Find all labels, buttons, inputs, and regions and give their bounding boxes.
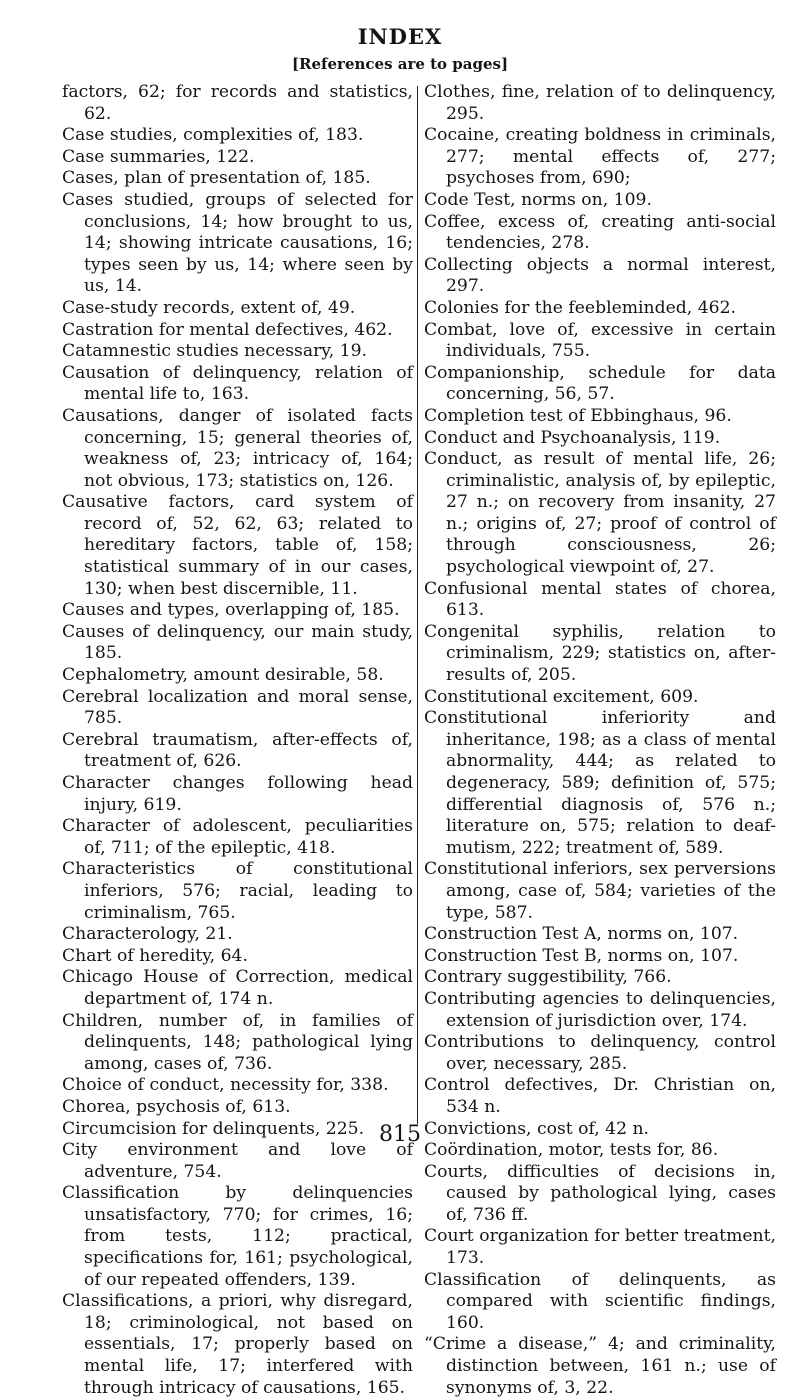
index-entry: Convictions, cost of, 42 n. <box>424 1118 650 1139</box>
index-entry: Construction Test A, norms on, 107. <box>424 924 739 945</box>
index-entry: Code Test, norms on, 109. <box>424 189 652 210</box>
index-column-left <box>62 82 413 1399</box>
index-entry: Cerebral localization and moral sense, 785. <box>62 686 413 729</box>
index-entry: Children, number of, in families of delinquents, 148; pathological lying among, cases of, 736. <box>62 1010 413 1074</box>
index-entry: Circumcision for delinquents, 225. <box>62 1118 365 1139</box>
index-entry: Conduct, as result of mental life, 26; criminalistic, analysis of, by epileptic, 27 n.; on recovery from insanity, 27 n.; origins of, 27; proof of control of through consciousness, 26; psychological viewpoint of, 27. <box>424 449 776 578</box>
index-entry: Classifications, a priori, why disregard, 18; criminological, not based on essentials, 17; properly based on mental life, 17; interfered with through intricacy of causations, 165. <box>62 1291 413 1398</box>
index-entry: Characterology, 21. <box>62 924 233 945</box>
index-entry: Character changes following head injury, 619. <box>62 773 413 815</box>
page-heading: INDEX <box>357 24 443 49</box>
index-entry: Classification by delinquencies unsatisfactory, 770; for crimes, 16; from tests, 112; practical, specifications for, 161; psychological, of our repeated offenders, 139. <box>62 1183 413 1290</box>
index-entry: factors, 62; for records and statistics, 62. <box>62 82 413 124</box>
index-entry: Constitutional inferiority and inheritance, 198; as a class of mental abnormality, 444; as related to degeneracy, 589; definition of, 575; differential diagnosis of, 576 n.; literature on, 575; relation to deaf-mutism, 222; treatment of, 589. <box>424 708 776 858</box>
index-entry: Contributions to delinquency, control over, necessary, 285. <box>424 1032 776 1074</box>
column-divider <box>417 86 418 1124</box>
index-entry: Constitutional inferiors, sex perversions among, case of, 584; varieties of the type, 587. <box>424 859 776 923</box>
index-entry: Contributing agencies to delinquencies, extension of jurisdiction over, 174. <box>424 988 776 1031</box>
index-entry: Chorea, psychosis of, 613. <box>62 1096 291 1117</box>
index-entry: Conduct and Psychoanalysis, 119. <box>424 427 721 448</box>
index-entry: Congenital syphilis, relation to criminalism, 229; statistics on, after-results of, 205. <box>424 621 776 686</box>
index-entry: Cephalometry, amount desirable, 58. <box>62 665 384 686</box>
index-entry: Completion test of Ebbinghaus, 96. <box>424 405 732 426</box>
index-entry: Causes of delinquency, our main study, 185. <box>62 621 413 664</box>
index-entry: Castration for mental defectives, 462. <box>62 319 393 340</box>
index-entry: Case summaries, 122. <box>62 146 255 167</box>
index-entry: Causation of delinquency, relation of mental life to, 163. <box>62 362 413 405</box>
page-number: 815 <box>379 1122 421 1147</box>
index-entry: Chicago House of Correction, medical department of, 174 n. <box>62 967 413 1009</box>
index-entry: Combat, love of, excessive in certain individuals, 755. <box>424 319 776 362</box>
index-entry: Coffee, excess of, creating anti-social tendencies, 278. <box>424 211 776 254</box>
index-entry: City environment and love of adventure, 754. <box>62 1140 413 1182</box>
page-subheading: [References are to pages] <box>291 55 509 73</box>
index-column-right <box>424 82 776 1399</box>
index-entry: Constitutional excitement, 609. <box>424 686 699 707</box>
index-entry: Cocaine, creating boldness in criminals, 277; mental effects of, 277; psychoses from, 690; <box>424 125 776 189</box>
index-entry: Court organization for better treatment, 173. <box>424 1226 776 1269</box>
index-entry: Causes and types, overlapping of, 185. <box>62 600 400 621</box>
index-entry: Cases studied, groups of selected for conclusions, 14; how brought to us, 14; showing intricate causations, 16; types seen by us, 14; where seen by us, 14. <box>62 189 413 297</box>
index-entry: Contrary suggestibility, 766. <box>424 967 672 988</box>
index-entry: Causative factors, card system of record of, 52, 62, 63; related to hereditary factors, table of, 158; statistical summary of in our cases, 130; when best discernible, 11. <box>62 492 413 599</box>
index-entry: Clothes, fine, relation of to delinquency, 295. <box>424 82 776 124</box>
index-entry: Case-study records, extent of, 49. <box>62 297 356 318</box>
index-entry: Confusional mental states of chorea, 613. <box>424 578 776 621</box>
index-entry: Characteristics of constitutional inferiors, 576; racial, leading to criminalism, 765. <box>62 859 413 923</box>
index-entry: Cases, plan of presentation of, 185. <box>62 168 371 189</box>
index-entry: Chart of heredity, 64. <box>62 945 248 966</box>
index-entry: Causations, danger of isolated facts concerning, 15; general theories of, weakness of, 23; intricacy of, 164; not obvious, 173; statistics on, 126. <box>62 405 413 491</box>
index-entry: Classification of delinquents, as compared with scientific findings, 160. <box>424 1269 776 1333</box>
index-entry: Construction Test B, norms on, 107. <box>424 945 739 966</box>
index-entry: Control defectives, Dr. Christian on, 534 n. <box>424 1075 776 1117</box>
index-entry: Colonies for the feebleminded, 462. <box>424 297 736 318</box>
index-entry: Collecting objects a normal interest, 297. <box>424 254 776 297</box>
index-entry: Catamnestic studies necessary, 19. <box>62 341 367 362</box>
index-entry: Courts, difficulties of decisions in, caused by pathological lying, cases of, 736 ff. <box>424 1161 776 1225</box>
index-entry: Cerebral traumatism, after-effects of, treatment of, 626. <box>62 729 413 772</box>
index-entry: Coördination, motor, tests for, 86. <box>424 1140 719 1161</box>
index-entry: “Crime a disease,” 4; and criminality, distinction between, 161 n.; use of synonyms of, 3, 22. <box>424 1334 776 1398</box>
index-entry: Companionship, schedule for data concerning, 56, 57. <box>424 362 776 405</box>
index-entry: Character of adolescent, peculiarities of, 711; of the epileptic, 418. <box>62 816 413 858</box>
index-entry: Case studies, complexities of, 183. <box>62 125 364 146</box>
index-entry: Choice of conduct, necessity for, 338. <box>62 1075 389 1096</box>
